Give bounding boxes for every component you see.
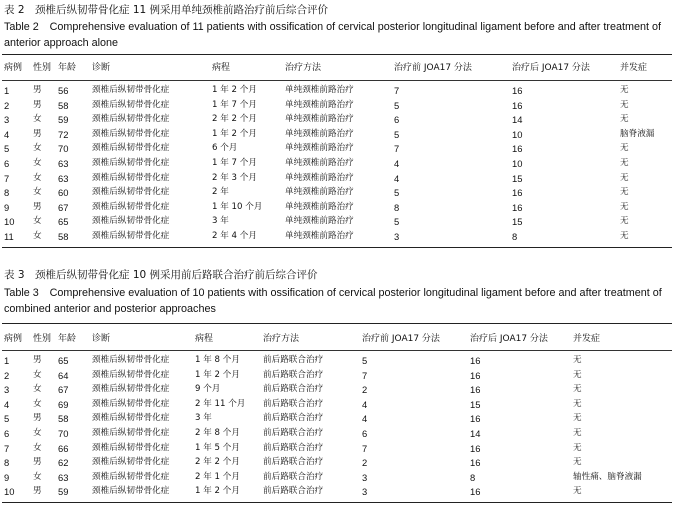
cell-post-joa: 14	[512, 114, 523, 126]
cell-duration: 1 年 2 个月	[212, 128, 257, 139]
cell-diagnosis: 颈椎后纵韧带骨化症	[92, 442, 170, 453]
table-row	[0, 442, 674, 455]
cell-case: 1	[4, 85, 10, 96]
cell-method: 前后路联合治疗	[263, 486, 324, 497]
table-row	[0, 354, 674, 367]
cell-post-joa: 16	[512, 99, 523, 111]
cell-post-joa: 10	[512, 128, 523, 140]
cell-age: 67	[58, 384, 69, 396]
table-row	[0, 398, 674, 411]
table-row	[0, 471, 674, 484]
cell-method: 单纯颈椎前路治疗	[285, 172, 354, 183]
cell-sex: 男	[33, 99, 42, 110]
cell-case: 8	[4, 457, 10, 469]
cell-age: 70	[58, 428, 69, 439]
table-row	[0, 456, 674, 469]
table3-header-sex: 性别	[33, 334, 52, 344]
cell-complication: 无	[620, 172, 629, 183]
cell-diagnosis: 颈椎后纵韧带骨化症	[92, 413, 170, 424]
cell-pre-joa: 5	[362, 355, 368, 366]
cell-complication: 无	[620, 231, 629, 241]
cell-sex: 女	[33, 398, 42, 409]
cell-method: 前后路联合治疗	[263, 398, 324, 409]
table2-title-en: Table 2 Comprehensive evaluation of 11 patients with ossification of cervical posterior longitudinal ligament before and after treatment of anterior approach alone	[4, 21, 661, 49]
cell-complication: 无	[573, 457, 582, 468]
table2-header-diagnosis: 诊断	[92, 63, 111, 73]
cell-pre-joa: 5	[394, 216, 400, 228]
cell-complication: 无	[573, 486, 582, 497]
cell-case: 2	[4, 99, 10, 111]
cell-age: 67	[58, 201, 69, 213]
cell-sex: 女	[33, 143, 42, 154]
table-row	[0, 186, 674, 199]
cell-pre-joa: 8	[394, 201, 400, 213]
cell-case: 6	[4, 428, 10, 439]
cell-sex: 女	[33, 428, 42, 438]
cell-duration: 2 年 2 个月	[212, 114, 257, 125]
table3-header-rule	[2, 350, 672, 351]
cell-complication: 无	[573, 442, 582, 453]
cell-complication: 无	[573, 413, 582, 424]
cell-age: 63	[58, 172, 69, 184]
cell-complication: 无	[620, 143, 629, 154]
table2-header-complication: 并发症	[620, 63, 648, 73]
cell-case: 1	[4, 355, 10, 366]
cell-pre-joa: 3	[362, 471, 368, 483]
table3-header-method: 治疗方法	[263, 334, 300, 344]
table-row	[0, 201, 674, 214]
cell-duration: 3 年	[195, 413, 212, 424]
cell-sex: 女	[33, 216, 42, 227]
cell-duration: 1 年 2 个月	[195, 369, 240, 380]
cell-post-joa: 16	[470, 384, 481, 396]
cell-duration: 2 年 4 个月	[212, 231, 257, 241]
cell-case: 5	[4, 143, 10, 155]
cell-sex: 女	[33, 114, 42, 125]
table2-header-sex: 性别	[33, 63, 52, 73]
cell-case: 3	[4, 114, 10, 126]
cell-pre-joa: 7	[394, 85, 400, 96]
cell-duration: 1 年 5 个月	[195, 442, 240, 453]
cell-post-joa: 16	[470, 486, 481, 498]
table-row	[0, 215, 674, 228]
cell-pre-joa: 5	[394, 99, 400, 111]
cell-method: 单纯颈椎前路治疗	[285, 85, 354, 95]
cell-duration: 1 年 2 个月	[195, 486, 240, 497]
cell-case: 5	[4, 413, 10, 425]
cell-post-joa: 8	[512, 231, 518, 242]
table2-bottom-rule	[2, 247, 672, 248]
cell-post-joa: 16	[512, 201, 523, 213]
cell-post-joa: 10	[512, 158, 523, 169]
table2-header-duration: 病程	[212, 63, 231, 73]
cell-diagnosis: 颈椎后纵韧带骨化症	[92, 128, 170, 139]
cell-age: 64	[58, 369, 69, 381]
cell-pre-joa: 6	[394, 114, 400, 126]
cell-pre-joa: 2	[362, 384, 368, 396]
table3-top-rule	[2, 323, 672, 324]
cell-case: 10	[4, 486, 15, 498]
table-row	[0, 230, 674, 243]
cell-complication: 轴性痛、脑脊液漏	[573, 471, 642, 482]
cell-method: 单纯颈椎前路治疗	[285, 114, 354, 125]
cell-case: 10	[4, 216, 15, 228]
cell-diagnosis: 颈椎后纵韧带骨化症	[92, 201, 170, 212]
table-row	[0, 113, 674, 126]
cell-complication: 无	[620, 114, 629, 125]
cell-diagnosis: 颈椎后纵韧带骨化症	[92, 158, 170, 168]
cell-post-joa: 16	[470, 369, 481, 381]
cell-pre-joa: 5	[394, 187, 400, 199]
cell-case: 11	[4, 231, 14, 242]
cell-age: 72	[58, 128, 69, 140]
cell-sex: 男	[33, 128, 42, 139]
cell-complication: 无	[620, 187, 629, 198]
cell-duration: 2 年 1 个月	[195, 471, 240, 482]
cell-post-joa: 15	[512, 216, 523, 228]
cell-sex: 男	[33, 201, 42, 212]
table-row	[0, 128, 674, 141]
cell-diagnosis: 颈椎后纵韧带骨化症	[92, 231, 170, 241]
cell-pre-joa: 7	[362, 442, 368, 454]
cell-method: 前后路联合治疗	[263, 384, 324, 395]
cell-duration: 3 年	[212, 216, 229, 227]
cell-duration: 1 年 2 个月	[212, 85, 257, 95]
cell-diagnosis: 颈椎后纵韧带骨化症	[92, 216, 170, 227]
cell-method: 前后路联合治疗	[263, 369, 324, 380]
cell-complication: 无	[573, 428, 582, 438]
table3-header-pre-joa: 治疗前 JOA17 分法	[362, 334, 440, 344]
cell-post-joa: 16	[512, 187, 523, 199]
cell-case: 3	[4, 384, 10, 396]
cell-method: 单纯颈椎前路治疗	[285, 231, 354, 241]
cell-age: 58	[58, 99, 69, 111]
table3-header-post-joa: 治疗后 JOA17 分法	[470, 334, 548, 344]
table3-title-en: Table 3 Comprehensive evaluation of 10 patients with ossification of cervical posterior longitudinal ligament before and after treatment of combined anterior and posterior approaches	[4, 287, 662, 315]
cell-method: 前后路联合治疗	[263, 413, 324, 424]
cell-pre-joa: 7	[394, 143, 400, 155]
table-row	[0, 142, 674, 155]
cell-complication: 无	[620, 158, 629, 168]
table3-bottom-rule	[2, 502, 672, 503]
cell-case: 6	[4, 158, 10, 169]
cell-case: 7	[4, 442, 10, 454]
cell-diagnosis: 颈椎后纵韧带骨化症	[92, 398, 170, 409]
table2-header-row	[0, 62, 674, 75]
cell-pre-joa: 4	[362, 398, 368, 410]
cell-method: 单纯颈椎前路治疗	[285, 158, 354, 168]
cell-complication: 无	[573, 369, 582, 380]
cell-sex: 男	[33, 486, 42, 497]
cell-method: 前后路联合治疗	[263, 428, 324, 438]
table2-header-case: 病例	[4, 63, 23, 73]
cell-duration: 1 年 8 个月	[195, 355, 240, 365]
cell-diagnosis: 颈椎后纵韧带骨化症	[92, 172, 170, 183]
cell-diagnosis: 颈椎后纵韧带骨化症	[92, 457, 170, 468]
cell-method: 单纯颈椎前路治疗	[285, 143, 354, 154]
cell-pre-joa: 5	[394, 128, 400, 140]
cell-case: 8	[4, 187, 10, 199]
cell-method: 单纯颈椎前路治疗	[285, 216, 354, 227]
table3-title-cn: 表 3 颈椎后纵韧带骨化症 10 例采用前后路联合治疗前后综合评价	[4, 269, 318, 281]
cell-post-joa: 15	[470, 398, 481, 410]
cell-age: 65	[58, 355, 69, 366]
cell-case: 2	[4, 369, 10, 381]
cell-sex: 女	[33, 231, 42, 241]
table2-title-cn: 表 2 颈椎后纵韧带骨化症 11 例采用单纯颈椎前路治疗前后综合评价	[4, 4, 329, 16]
cell-complication: 无	[573, 398, 582, 409]
cell-diagnosis: 颈椎后纵韧带骨化症	[92, 471, 170, 482]
cell-pre-joa: 4	[362, 413, 368, 425]
cell-method: 单纯颈椎前路治疗	[285, 99, 354, 110]
cell-duration: 1 年 7 个月	[212, 99, 257, 110]
cell-method: 单纯颈椎前路治疗	[285, 128, 354, 139]
table2-header-age: 年龄	[58, 63, 77, 73]
cell-age: 66	[58, 442, 69, 454]
cell-duration: 1 年 7 个月	[212, 158, 257, 168]
cell-sex: 女	[33, 384, 42, 395]
table-row	[0, 369, 674, 382]
cell-sex: 女	[33, 187, 42, 198]
cell-sex: 女	[33, 369, 42, 380]
cell-complication: 无	[620, 216, 629, 227]
cell-pre-joa: 3	[394, 231, 400, 242]
cell-complication: 无	[620, 85, 629, 95]
cell-age: 58	[58, 413, 69, 425]
cell-duration: 2 年 3 个月	[212, 172, 257, 183]
cell-post-joa: 15	[512, 172, 523, 184]
cell-pre-joa: 2	[362, 457, 368, 469]
cell-pre-joa: 4	[394, 172, 400, 184]
cell-complication: 无	[573, 355, 582, 365]
cell-diagnosis: 颈椎后纵韧带骨化症	[92, 143, 170, 154]
cell-diagnosis: 颈椎后纵韧带骨化症	[92, 384, 170, 395]
table2-header-rule	[2, 80, 672, 81]
cell-case: 9	[4, 201, 10, 213]
cell-pre-joa: 7	[362, 369, 368, 381]
cell-post-joa: 16	[470, 457, 481, 469]
cell-post-joa: 16	[512, 143, 523, 155]
cell-method: 前后路联合治疗	[263, 442, 324, 453]
cell-duration: 2 年 11 个月	[195, 398, 246, 409]
cell-age: 63	[58, 471, 69, 483]
table-row	[0, 427, 674, 440]
cell-duration: 1 年 10 个月	[212, 201, 263, 212]
table2-header-post-joa: 治疗后 JOA17 分法	[512, 63, 590, 73]
cell-post-joa: 16	[470, 355, 481, 366]
cell-age: 62	[58, 457, 69, 469]
table3-header-diagnosis: 诊断	[92, 334, 111, 344]
cell-sex: 女	[33, 471, 42, 482]
cell-method: 前后路联合治疗	[263, 457, 324, 468]
cell-sex: 女	[33, 172, 42, 183]
cell-pre-joa: 4	[394, 158, 400, 169]
table2-header-method: 治疗方法	[285, 63, 322, 73]
table-row	[0, 172, 674, 185]
cell-pre-joa: 6	[362, 428, 368, 439]
cell-method: 前后路联合治疗	[263, 355, 324, 365]
table3-header-complication: 并发症	[573, 334, 601, 344]
cell-age: 58	[58, 231, 69, 242]
cell-pre-joa: 3	[362, 486, 368, 498]
cell-method: 单纯颈椎前路治疗	[285, 187, 354, 198]
cell-age: 63	[58, 158, 69, 169]
cell-sex: 男	[33, 355, 42, 365]
cell-duration: 6 个月	[212, 143, 238, 154]
cell-post-joa: 8	[470, 471, 476, 483]
cell-sex: 女	[33, 442, 42, 453]
cell-case: 7	[4, 172, 10, 184]
cell-diagnosis: 颈椎后纵韧带骨化症	[92, 369, 170, 380]
cell-age: 69	[58, 398, 69, 410]
cell-complication: 无	[620, 201, 629, 212]
cell-diagnosis: 颈椎后纵韧带骨化症	[92, 355, 170, 365]
cell-post-joa: 16	[470, 413, 481, 425]
cell-duration: 2 年 2 个月	[195, 457, 240, 468]
cell-complication: 无	[573, 384, 582, 395]
cell-post-joa: 16	[470, 442, 481, 454]
cell-case: 4	[4, 128, 10, 140]
cell-method: 单纯颈椎前路治疗	[285, 201, 354, 212]
table3-header-age: 年龄	[58, 334, 77, 344]
cell-age: 59	[58, 486, 69, 498]
cell-age: 70	[58, 143, 69, 155]
cell-case: 9	[4, 471, 10, 483]
cell-diagnosis: 颈椎后纵韧带骨化症	[92, 428, 170, 438]
cell-diagnosis: 颈椎后纵韧带骨化症	[92, 187, 170, 198]
cell-diagnosis: 颈椎后纵韧带骨化症	[92, 85, 170, 95]
cell-age: 59	[58, 114, 69, 126]
cell-sex: 男	[33, 457, 42, 468]
cell-method: 前后路联合治疗	[263, 471, 324, 482]
cell-complication: 无	[620, 99, 629, 110]
cell-duration: 2 年 8 个月	[195, 428, 240, 438]
cell-sex: 女	[33, 158, 42, 168]
table3-header-duration: 病程	[195, 334, 214, 344]
cell-age: 60	[58, 187, 69, 199]
table-row	[0, 412, 674, 425]
cell-post-joa: 16	[512, 85, 523, 96]
table-row	[0, 157, 674, 170]
table2-header-pre-joa: 治疗前 JOA17 分法	[394, 63, 472, 73]
cell-sex: 男	[33, 413, 42, 424]
table-row	[0, 84, 674, 97]
cell-duration: 2 年	[212, 187, 229, 198]
table3-header-row	[0, 333, 674, 346]
cell-case: 4	[4, 398, 10, 410]
cell-complication: 脑脊液漏	[620, 128, 655, 139]
cell-age: 65	[58, 216, 69, 228]
table-row	[0, 99, 674, 112]
table2-top-rule	[2, 54, 672, 55]
cell-diagnosis: 颈椎后纵韧带骨化症	[92, 99, 170, 110]
cell-age: 56	[58, 85, 69, 96]
table-row	[0, 383, 674, 396]
table3-header-case: 病例	[4, 334, 23, 344]
cell-duration: 9 个月	[195, 384, 221, 395]
cell-diagnosis: 颈椎后纵韧带骨化症	[92, 114, 170, 125]
cell-post-joa: 14	[470, 428, 481, 439]
cell-sex: 男	[33, 85, 42, 95]
cell-diagnosis: 颈椎后纵韧带骨化症	[92, 486, 170, 497]
table-row	[0, 485, 674, 498]
